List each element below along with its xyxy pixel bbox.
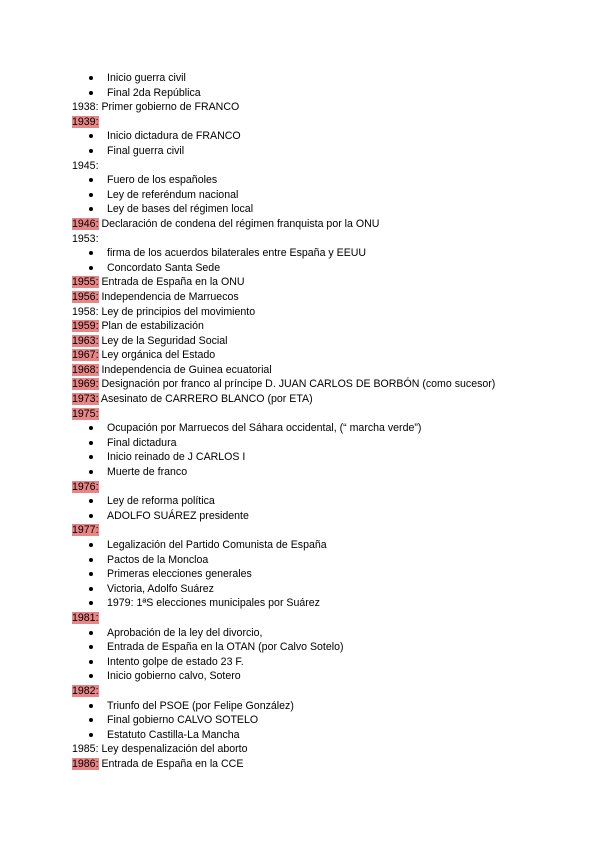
bullet-item: [72, 71, 572, 86]
bullet-icon: [89, 134, 93, 138]
year-entry: [72, 363, 572, 378]
bullet-item: [72, 582, 572, 597]
bullet-item: [72, 640, 572, 655]
bullet-item: [72, 421, 572, 436]
bullet-item: [72, 188, 572, 203]
bullet-item: [72, 450, 572, 465]
year-entry: [72, 480, 572, 495]
year-event-text: Declaración de condena del régimen franquista por la ONU: [98, 217, 380, 230]
year-label: 1982:: [72, 684, 99, 697]
year-event-text: Entrada de España en la ONU: [98, 276, 245, 289]
bullet-icon: [89, 499, 93, 503]
bullet-icon: [89, 207, 93, 211]
bullet-text: Ocupación por Marruecos del Sáhara occidental, (“ marcha verde”): [107, 422, 422, 435]
bullet-icon: [89, 251, 93, 255]
bullet-text: 1979: 1ªS elecciones municipales por Suárez: [107, 597, 320, 610]
bullet-text: Ley de referéndum nacional: [107, 188, 239, 201]
year-event-text: Asesinato de CARRERO BLANCO (por ETA): [98, 393, 313, 406]
bullet-icon: [89, 704, 93, 708]
bullet-text: Aprobación de la ley del divorcio,: [107, 626, 263, 639]
year-entry: [72, 217, 572, 232]
year-label: 1945:: [72, 159, 99, 172]
year-label: 1958:: [72, 305, 99, 318]
bullet-icon: [89, 660, 93, 664]
bullet-item: [72, 699, 572, 714]
bullet-text: Final dictadura: [107, 436, 177, 449]
year-label: 1946:: [72, 217, 99, 230]
bullet-text: Ley de bases del régimen local: [107, 203, 254, 216]
year-label: 1938:: [72, 101, 99, 114]
year-entry: [72, 611, 572, 626]
year-event-text: Ley despenalización del aborto: [98, 743, 248, 756]
bullet-icon: [89, 631, 93, 635]
year-entry: [72, 115, 572, 130]
bullet-icon: [89, 733, 93, 737]
year-event-text: Independencia de Guinea ecuatorial: [98, 363, 272, 376]
year-label: 1985:: [72, 743, 99, 756]
year-event-text: Ley de la Seguridad Social: [98, 334, 228, 347]
bullet-icon: [89, 601, 93, 605]
bullet-icon: [89, 587, 93, 591]
timeline-document: [72, 71, 572, 772]
bullet-text: Inicio gobierno calvo, Sotero: [107, 670, 241, 683]
bullet-icon: [89, 558, 93, 562]
bullet-text: Entrada de España en la OTAN (por Calvo Sotelo): [107, 641, 344, 654]
bullet-item: [72, 436, 572, 451]
bullet-text: Triunfo del PSOE (por Felipe González): [107, 699, 294, 712]
bullet-item: [72, 129, 572, 144]
bullet-item: [72, 669, 572, 684]
bullet-icon: [89, 149, 93, 153]
bullet-item: [72, 553, 572, 568]
year-label: 1975:: [72, 407, 99, 420]
bullet-text: Primeras elecciones generales: [107, 568, 252, 581]
bullet-text: Inicio dictadura de FRANCO: [107, 130, 241, 143]
year-label: 1953:: [72, 232, 99, 245]
bullet-text: Intento golpe de estado 23 F.: [107, 655, 244, 668]
year-label: 1956:: [72, 290, 99, 303]
bullet-text: Pactos de la Moncloa: [107, 553, 209, 566]
year-entry: [72, 684, 572, 699]
bullet-item: [72, 86, 572, 101]
bullet-text: firma de los acuerdos bilaterales entre España y EEUU: [107, 247, 367, 260]
year-label: 1969:: [72, 378, 99, 391]
year-entry: [72, 275, 572, 290]
year-event-text: Independencia de Marruecos: [98, 290, 239, 303]
year-event-text: Ley de principios del movimiento: [98, 305, 256, 318]
year-event-text: Ley orgánica del Estado: [98, 349, 216, 362]
bullet-text: Final gobierno CALVO SOTELO: [107, 714, 259, 727]
year-entry: [72, 407, 572, 422]
year-label: 1973:: [72, 393, 99, 406]
bullet-item: [72, 626, 572, 641]
bullet-icon: [89, 514, 93, 518]
bullet-text: Inicio reinado de J CARLOS I: [107, 451, 246, 464]
bullet-text: Inicio guerra civil: [107, 72, 186, 84]
year-event-text: Plan de estabilización: [98, 320, 204, 333]
bullet-text: Victoria, Adolfo Suárez: [107, 582, 214, 595]
bullet-text: Ley de reforma política: [107, 495, 215, 508]
bullet-item: [72, 246, 572, 261]
bullet-text: ADOLFO SUÁREZ presidente: [107, 509, 249, 522]
year-entry: [72, 523, 572, 538]
year-entry: [72, 100, 572, 115]
year-label: 1976:: [72, 480, 99, 493]
bullet-icon: [89, 426, 93, 430]
bullet-text: Estatuto Castilla-La Mancha: [107, 728, 240, 741]
bullet-text: Legalización del Partido Comunista de España: [107, 539, 327, 551]
bullet-item: [72, 144, 572, 159]
bullet-icon: [89, 718, 93, 722]
bullet-item: [72, 509, 572, 524]
year-entry: [72, 757, 572, 772]
bullet-icon: [89, 441, 93, 445]
bullet-icon: [89, 455, 93, 459]
year-entry: [72, 348, 572, 363]
bullet-item: [72, 465, 572, 480]
bullet-item: [72, 713, 572, 728]
bullet-icon: [89, 543, 93, 547]
year-label: 1955:: [72, 276, 99, 289]
bullet-item: [72, 202, 572, 217]
bullet-text: Fuero de los españoles: [107, 174, 218, 187]
bullet-item: [72, 538, 572, 553]
bullet-icon: [89, 645, 93, 649]
year-event-text: Entrada de España en la CCE: [98, 757, 244, 770]
year-label: 1977:: [72, 524, 99, 537]
bullet-item: [72, 173, 572, 188]
year-entry: [72, 290, 572, 305]
year-label: 1967:: [72, 349, 99, 362]
bullet-icon: [89, 674, 93, 678]
year-label: 1959:: [72, 320, 99, 333]
bullet-icon: [89, 470, 93, 474]
bullet-icon: [89, 266, 93, 270]
bullet-item: [72, 261, 572, 276]
bullet-icon: [89, 193, 93, 197]
year-label: 1981:: [72, 611, 99, 624]
bullet-text: Final 2da República: [107, 86, 201, 99]
bullet-item: [72, 596, 572, 611]
bullet-icon: [89, 178, 93, 182]
bullet-icon: [89, 91, 93, 95]
bullet-icon: [89, 572, 93, 576]
bullet-item: [72, 655, 572, 670]
year-event-text: Primer gobierno de FRANCO: [98, 101, 240, 114]
year-entry: [72, 232, 572, 247]
year-label: 1963:: [72, 334, 99, 347]
year-label: 1939:: [72, 115, 99, 128]
bullet-text: Final guerra civil: [107, 144, 185, 157]
year-entry: [72, 305, 572, 320]
year-entry: [72, 377, 572, 392]
bullet-icon: [89, 76, 93, 80]
year-entry: [72, 392, 572, 407]
year-entry: [72, 742, 572, 757]
year-event-text: Designación por franco al príncipe D. JUAN CARLOS DE BORBÓN (como sucesor): [98, 378, 496, 391]
year-label: 1968:: [72, 363, 99, 376]
bullet-text: Muerte de franco: [107, 466, 188, 479]
bullet-text: Concordato Santa Sede: [107, 261, 221, 274]
year-entry: [72, 319, 572, 334]
bullet-item: [72, 494, 572, 509]
bullet-item: [72, 728, 572, 743]
year-label: 1986:: [72, 757, 99, 770]
year-entry: [72, 159, 572, 174]
year-entry: [72, 334, 572, 349]
bullet-item: [72, 567, 572, 582]
